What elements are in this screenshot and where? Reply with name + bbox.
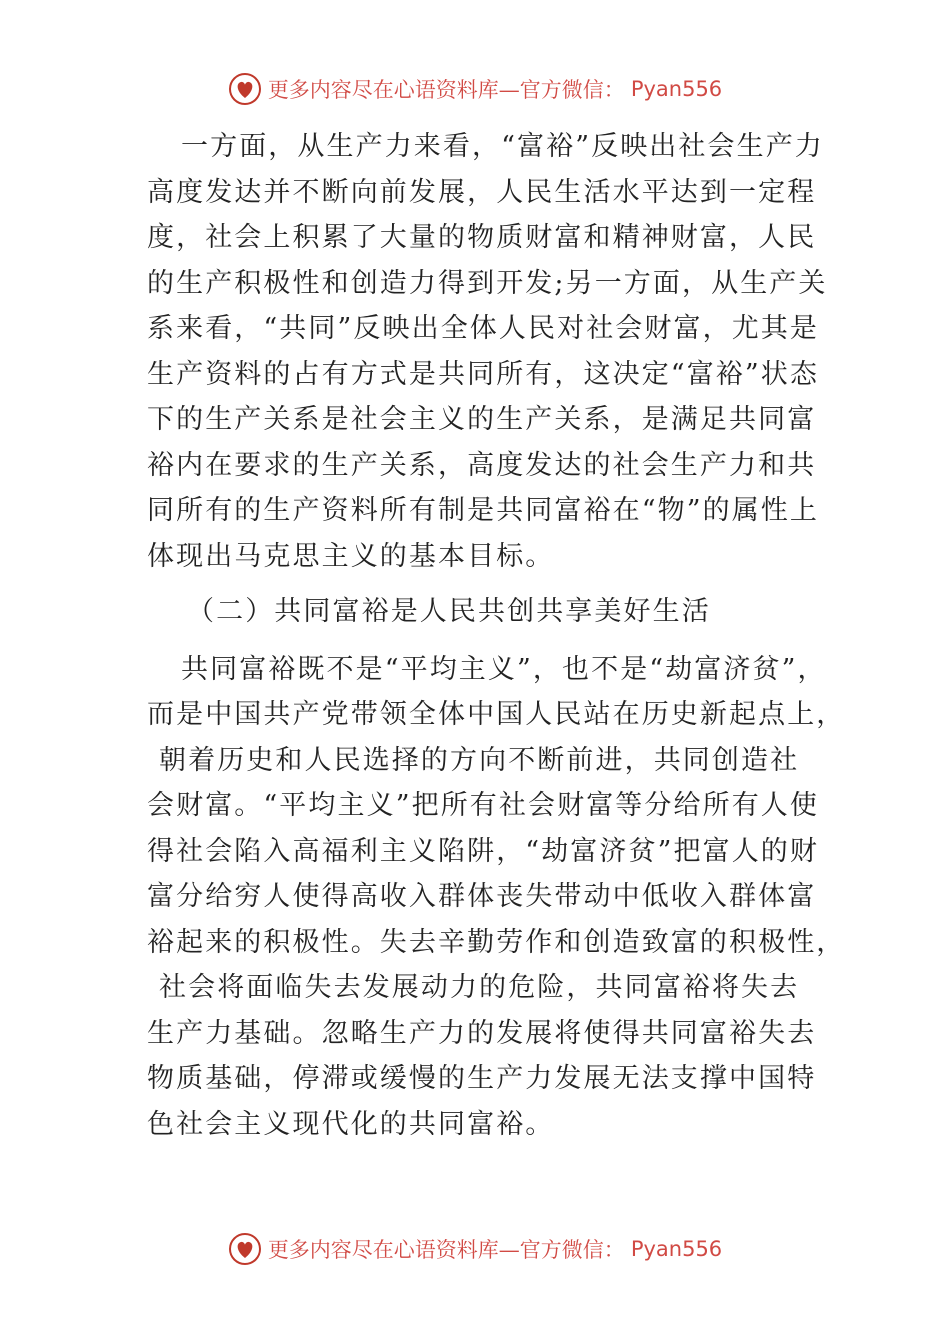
text-line: 会财富。“平均主义”把所有社会财富等分给所有人使 xyxy=(147,790,820,821)
text-line: 高度发达并不断向前发展，人民生活水平达到一定程 xyxy=(147,176,817,208)
text-line: 生产力基础。忽略生产力的发展将使得共同富裕失去 xyxy=(147,1017,817,1049)
text-line: 富分给穷人使得高收入群体丧失带动中低收入群体富 xyxy=(147,881,817,912)
text-line: 下的生产关系是社会主义的生产关系，是满足共同富 xyxy=(147,404,817,435)
text-line: 物质基础，停滞或缓慢的生产力发展无法支撑中国特 xyxy=(147,1063,817,1094)
paragraph-2 xyxy=(147,647,846,1148)
text-line: 得社会陷入高福利主义陷阱，“劫富济贫”把富人的财 xyxy=(147,835,820,867)
text-line: 一方面，从生产力来看，“富裕”反映出社会生产力 xyxy=(181,131,824,162)
wechat-id: Pyan556 xyxy=(630,77,723,101)
banner-text: 更多内容尽在心语资料库—官方微信： xyxy=(267,78,625,102)
wechat-id: Pyan556 xyxy=(630,1237,723,1261)
text-line: 体现出马克思主义的基本目标。 xyxy=(147,540,555,572)
text-line: 色社会主义现代化的共同富裕。 xyxy=(147,1108,555,1140)
text-line: 的生产积极性和创造力得到开发;另一方面，从生产关 xyxy=(147,267,828,299)
text-line: 朝着历史和人民选择的方向不断前进，共同创造社 xyxy=(159,744,800,776)
document-body xyxy=(147,124,846,1147)
footer-banner xyxy=(0,1232,950,1266)
text-line: 系来看，“共同”反映出全体人民对社会财富，尤其是 xyxy=(147,313,820,344)
section-heading: （二）共同富裕是人民共创共享美好生活 xyxy=(187,596,711,627)
text-line: 同所有的生产资料所有制是共同富裕在“物”的属性上 xyxy=(147,495,820,526)
heart-logo-icon xyxy=(228,72,262,106)
heart-logo-icon xyxy=(228,1232,262,1266)
text-line: 共同富裕既不是“平均主义”，也不是“劫富济贫”， xyxy=(181,653,827,685)
text-line: 社会将面临失去发展动力的危险，共同富裕将失去 xyxy=(159,972,800,1003)
text-line: 度，社会上积累了大量的物质财富和精神财富，人民 xyxy=(147,222,817,253)
text-line: 裕内在要求的生产关系，高度发达的社会生产力和共 xyxy=(147,449,817,481)
text-line: 而是中国共产党带领全体中国人民站在历史新起点上， xyxy=(147,699,846,730)
banner-text: 更多内容尽在心语资料库—官方微信： xyxy=(267,1238,625,1262)
header-banner xyxy=(0,72,950,106)
paragraph-1 xyxy=(147,124,828,579)
text-line: 裕起来的积极性。失去辛勤劳作和创造致富的积极性， xyxy=(147,926,846,958)
text-line: 生产资料的占有方式是共同所有，这决定“富裕”状态 xyxy=(147,358,820,390)
